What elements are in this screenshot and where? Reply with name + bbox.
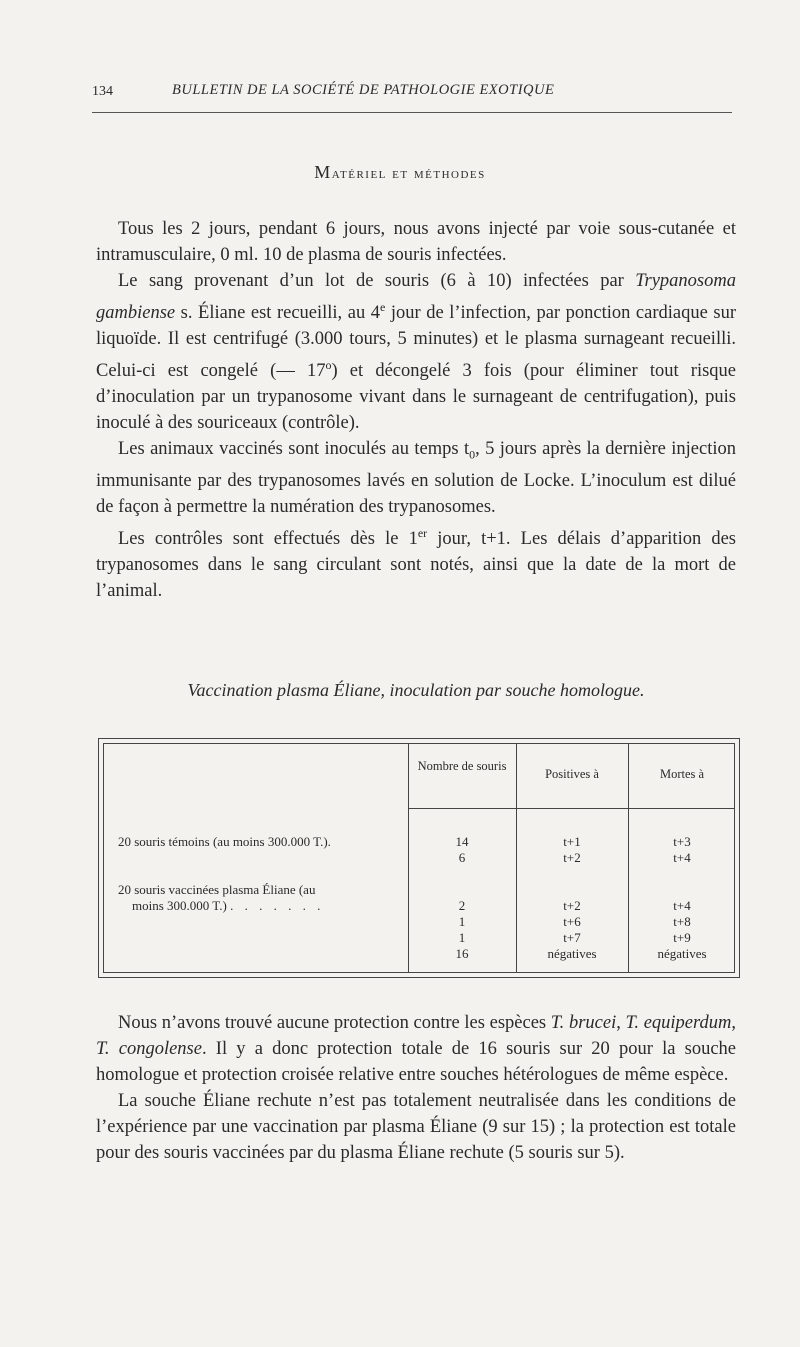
paragraph-4: [96, 520, 736, 604]
species-congolense: T. congolense: [96, 1039, 202, 1059]
group1-positives-1: t+2: [563, 850, 581, 865]
section-title-word2: méthodes: [413, 166, 486, 182]
para3-sub: 0: [469, 448, 476, 462]
para2-text-a: Le sang provenant d’un lot de souris (6 à 10) infectées par: [118, 271, 636, 291]
paragraph-3: [96, 436, 736, 520]
group2-label-line1: 20 souris vaccinées plasma Éliane (au: [118, 882, 316, 897]
para4-text-b: jour, t+1. Les délais d’apparition des trypanosomes dans le sang circulant sont notés, ainsi que la date de la mort de l’animal.: [96, 529, 736, 602]
group2-nombre-2: 1: [458, 930, 466, 945]
para3-text-b: , 5 jours après la dernière injection immunisante par des trypanosomes lavés en solution de Locke. L’inoculum est dilué de façon à permettre la numération des trypanosomes.: [96, 439, 736, 517]
group2-nombre-1: 1: [458, 914, 466, 929]
section-title-initial: M: [314, 162, 332, 182]
header-mortes: Mortes à: [659, 767, 705, 781]
group2-nombre-3: 16: [455, 946, 469, 961]
running-header: [92, 80, 732, 104]
para2-text-b: s. Éliane est recueilli, au 4: [175, 303, 380, 324]
para2-sup: e: [380, 300, 386, 314]
para3-text-a: Les animaux vaccinés sont inoculés au temps t: [118, 439, 470, 460]
section-title: [0, 162, 800, 183]
paragraph-5: [96, 1010, 736, 1088]
para4-sup: er: [417, 526, 428, 540]
group1-nombre-1: 6: [458, 850, 466, 865]
species-equiperdum: T. equiperdum: [625, 1013, 732, 1033]
header-rule: [92, 112, 732, 113]
table-caption: Vaccination plasma Éliane, inoculation par souche homologue.: [187, 680, 645, 700]
results-table-inner: [103, 743, 735, 973]
table-header-rule: [408, 808, 734, 809]
journal-title: BULLETIN DE LA SOCIÉTÉ DE PATHOLOGIE EXOTIQUE: [172, 82, 555, 98]
group2-positives-0: t+2: [563, 898, 581, 913]
para5-sep-2: ,: [731, 1013, 737, 1033]
header-positives: Positives à: [545, 767, 599, 781]
header-nombre: Nombre de souris: [417, 759, 507, 773]
para5-sep-1: ,: [616, 1013, 626, 1033]
paragraph-2: [96, 268, 736, 436]
group1-nombre-0: 14: [455, 834, 469, 849]
body-text-bottom: [96, 1010, 736, 1166]
group1-positives-0: t+1: [563, 834, 581, 849]
group1-mortes-1: t+4: [673, 850, 691, 865]
group2-positives-1: t+6: [563, 914, 581, 929]
results-table: [98, 738, 740, 978]
group2-mortes-2: t+9: [673, 930, 691, 945]
para4-text-a: Les contrôles sont effectués dès le 1: [118, 529, 418, 550]
species-name: Trypanosoma gambiense: [96, 271, 736, 324]
para2-text-d: ) et décongelé 3 fois (pour éliminer tout risque d’inoculation par un trypanosome vivant dans le surnageant de centrifugation), puis inoculé à des souriceaux (contrôle).: [96, 361, 736, 434]
para5-text-b: . Il y a donc protection totale de 16 souris sur 20 pour la souche homologue et protection croisée relative entre souches hétérologues de même espèce.: [96, 1039, 736, 1085]
para5-text-a: Nous n’avons trouvé aucune protection contre les espèces: [118, 1013, 551, 1033]
group2-nombre-0: 2: [458, 898, 466, 913]
para2-text-c: jour de l’infection, par ponction cardiaque sur liquoïde. Il est centrifugé (3.000 tours, 5 minutes) et le plasma surnageant recueilli. Celui-ci est congelé (— 17: [96, 303, 736, 382]
section-title-word1: atériel: [331, 166, 387, 182]
paragraph-6: La souche Éliane rechute n’est pas totalement neutralisée dans les conditions de l’expérience par une vaccination par plasma Éliane (9 sur 15) ; la protection est totale pour des souris vaccinées par du plasma Éliane rechute (5 souris sur 5).: [96, 1091, 736, 1163]
group2-positives-3: négatives: [547, 946, 597, 961]
group2-mortes-1: t+8: [673, 914, 691, 929]
group2-mortes-0: t+4: [673, 898, 691, 913]
group2-label-line2: [132, 898, 406, 914]
species-brucei: T. brucei: [550, 1013, 617, 1033]
group2-label-text: moins 300.000 T.): [132, 898, 227, 913]
group2-leader-dots: . . . . . . .: [230, 898, 325, 913]
paragraph-1: Tous les 2 jours, pendant 6 jours, nous avons injecté par voie sous-cutanée et intramusculaire, 0 ml. 10 de plasma de souris infectées.: [96, 219, 736, 265]
body-text-top: [96, 216, 736, 604]
page-number: 134: [92, 84, 113, 99]
section-title-and: et: [392, 166, 409, 182]
group1-mortes-0: t+3: [673, 834, 691, 849]
para2-degree: o: [325, 358, 332, 373]
group1-label: 20 souris témoins (au moins 300.000 T.).: [118, 834, 331, 849]
group2-mortes-3: négatives: [657, 946, 707, 961]
group2-positives-2: t+7: [563, 930, 581, 945]
